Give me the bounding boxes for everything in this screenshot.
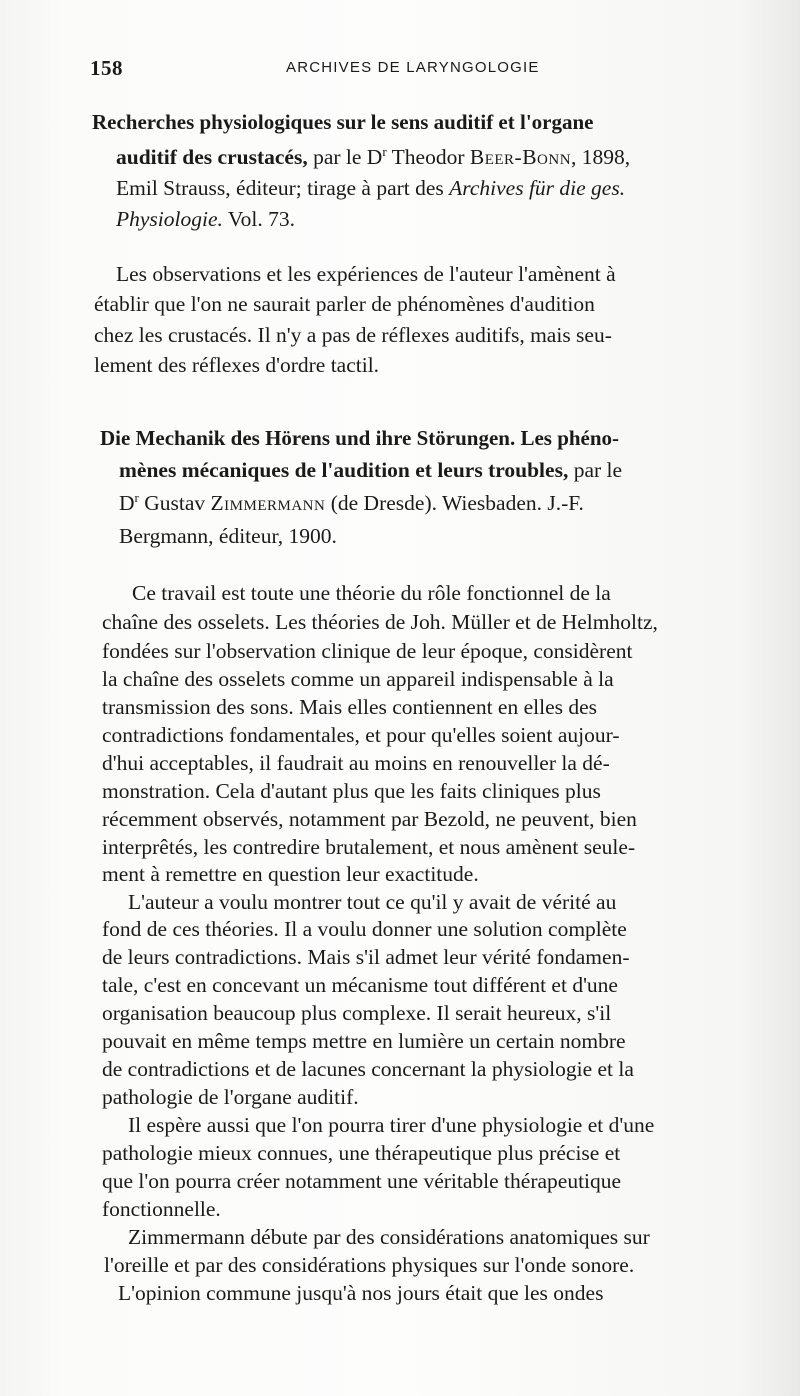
review2-body-line: chaîne des osselets. Les théories de Joh. Müller et de Helmholtz, [102,610,658,634]
review2-dr-sup: r [134,489,139,505]
review1-year: , 1898, [571,145,631,169]
review2-body-line: pouvait en même temps mettre en lumière un certain nombre [102,1029,626,1053]
review2-body-line: pathologie mieux connues, une thérapeutique plus précise et [102,1141,621,1165]
review2-body-line: tale, c'est en concevant un mécanisme tout différent et d'une [102,973,618,997]
review1-body-line: Les observations et les expériences de l'auteur l'amènent à [116,262,616,286]
review1-body-line: établir que l'on ne saurait parler de phénomènes d'audition [94,292,595,316]
review2-body-line: fonctionnelle. [102,1197,221,1221]
page-number: 158 [90,56,123,80]
review1-title-name: Theodor [386,145,470,169]
review1-volume: Vol. 73. [222,207,295,231]
review2-body-line: contradictions fondamentales, et pour qu'elles soient aujour- [102,723,620,747]
review1-body-line: chez les crustacés. Il n'y a pas de réflexes auditifs, mais seu- [94,323,612,347]
review1-title-line-2 [116,142,630,172]
review2-body-line: l'oreille et par des considérations physiques sur l'onde sonore. [104,1253,635,1277]
page-header [90,56,700,86]
running-title: ARCHIVES DE LARYNGOLOGIE [286,59,540,76]
review2-body-line: d'hui acceptables, il faudrait au moins en renouveller la dé- [102,751,610,775]
review2-title-line-2 [119,455,622,485]
review2-body-line: que l'on pourra créer notamment une véritable thérapeutique [102,1169,622,1193]
review1-publisher: Emil Strauss, éditeur; tirage à part des [116,176,450,200]
review2-dr: D [119,491,135,515]
review2-body-line: ment à remettre en question leur exactitude. [102,862,479,886]
review2-body-line: L'auteur a voulu montrer tout ce qu'il y avait de vérité au [128,890,617,914]
review2-body-line: fond de ces théories. Il a voulu donner une solution complète [102,917,627,941]
review1-journal: Archives für die ges. [449,176,626,200]
review2-body-line: L'opinion commune jusqu'à nos jours était que les ondes [118,1281,604,1305]
review2-author-line [119,488,584,518]
review2-body-line: Ce travail est toute une théorie du rôle fonctionnel de la [132,581,611,605]
review2-body-line: la chaîne des osselets comme un appareil indispensable à la [102,667,614,691]
review2-body-line: organisation beaucoup plus complexe. Il serait heureux, s'il [102,1001,612,1025]
review2-title-line-1: Die Mechanik des Hörens und ihre Störungen. Les phéno- [100,426,620,450]
review2-place: (de Dresde). Wiesbaden. J.-F. [325,491,584,515]
review1-title-line-1: Recherches physiologiques sur le sens auditif et l'organe [92,110,594,134]
review2-body-line: fondées sur l'observation clinique de leur époque, considèrent [102,639,633,663]
review2-body-line: Zimmermann débute par des considérations anatomiques sur [128,1225,650,1249]
review2-body-line: transmission des sons. Mais elles contiennent en elles des [102,695,598,719]
review1-author: Beer-Bonn [469,145,572,169]
review1-title-par: par le D [307,145,383,169]
review2-body-line: récemment observés, notamment par Bezold, ne peuvent, bien [102,807,637,831]
review2-publisher-line: Bergmann, éditeur, 1900. [119,524,337,548]
review2-author: Zimmermann [210,491,326,515]
review2-body-line: Il espère aussi que l'on pourra tirer d'une physiologie et d'une [128,1113,655,1137]
review2-title-par: par le [568,458,623,482]
review2-title-bold: mènes mécaniques de l'audition et leurs troubles, [119,458,569,482]
review2-body-line: interprêtés, les contredire brutalement, et nous amènent seule- [102,835,636,859]
review1-publisher-line [116,173,625,203]
review2-body-line: pathologie de l'organe auditif. [102,1085,359,1109]
review1-body-line: lement des réflexes d'ordre tactil. [94,353,380,377]
review1-title-bold: auditif des crustacés, [116,145,308,169]
review2-body-line: monstration. Cela d'autant plus que les faits cliniques plus [102,779,601,803]
review1-journal-cont: Physiologie. [116,207,223,231]
review2-body-line: de contradictions et de lacunes concernant la physiologie et la [102,1057,634,1081]
review2-firstname: Gustav [138,491,211,515]
review2-body-line: de leurs contradictions. Mais s'il admet leur vérité fondamen- [102,945,630,969]
review1-volume-line [116,204,295,234]
review1-title-sup: r [382,143,387,159]
